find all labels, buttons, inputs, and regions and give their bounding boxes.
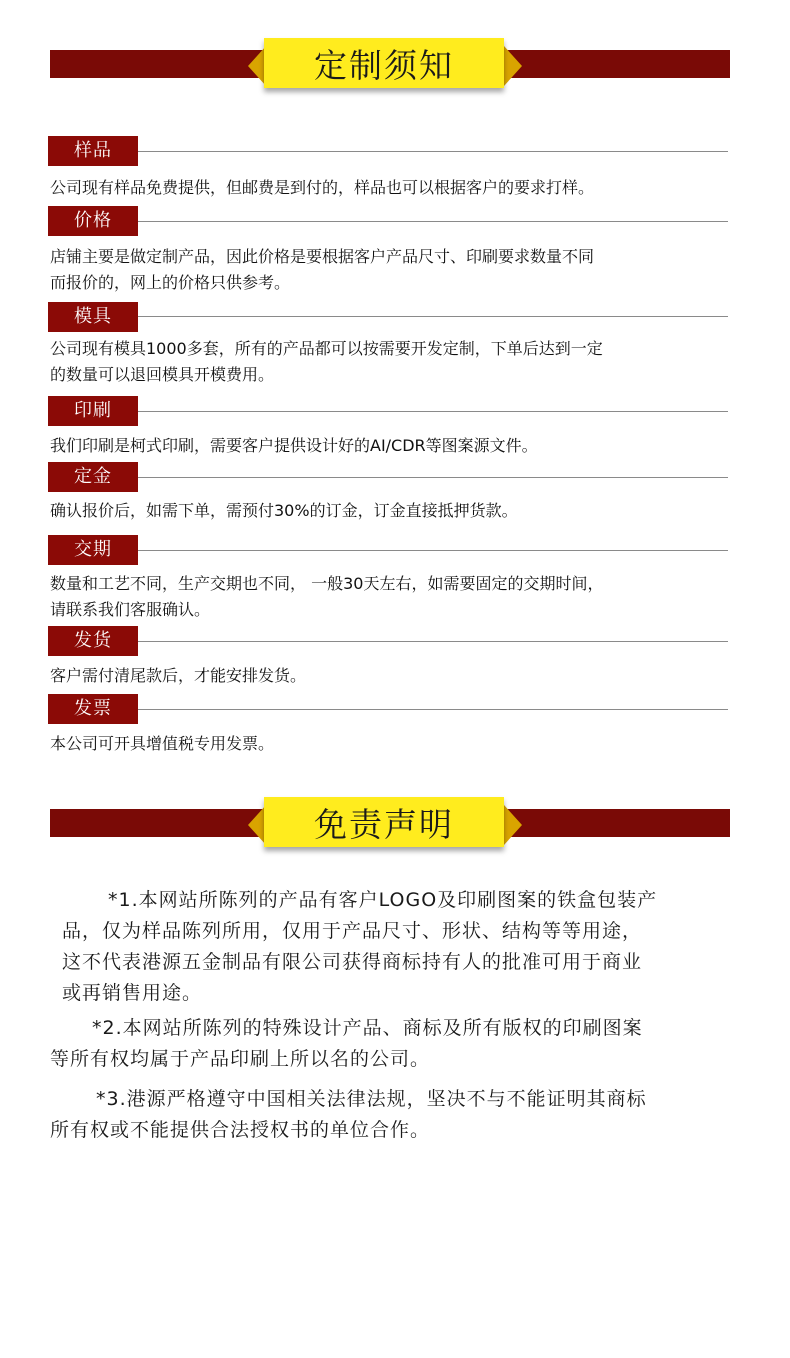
section-tag-invoice: 发票: [48, 694, 138, 724]
section-tag-deposit: 定金: [48, 462, 138, 492]
disclaimer-paragraph-1: *1.本网站所陈列的产品有客户LOGO及印刷图案的铁盒包装产 品，仅为样品陈列所用，仅用于产品尺寸、形状、结构等等用途， 这不代表港源五金制品有限公司获得商标持有人的批准可用于商业 或再销售用途。: [62, 889, 658, 1004]
section-rule: [138, 550, 728, 551]
section-rule: [138, 411, 728, 412]
section-tag-price: 价格: [48, 206, 138, 236]
disclaimer-paragraph-3: *3.港源严格遵守中国相关法律法规，坚决不与不能证明其商标 所有权或不能提供合法授权书的单位合作。: [50, 1088, 647, 1141]
disclaimer-banner: [50, 797, 730, 851]
banner-title: 定制须知: [264, 38, 504, 88]
disclaimer-paragraph-2: *2.本网站所陈列的特殊设计产品、商标及所有版权的印刷图案 等所有权均属于产品印刷上所以名的公司。: [50, 1017, 643, 1070]
section-text-shipping: 客户需付清尾款后，才能安排发货。: [50, 666, 307, 685]
section-text-invoice: 本公司可开具增值税专用发票。: [50, 734, 275, 753]
section-tag-mold: 模具: [48, 302, 138, 332]
section-rule: [138, 151, 728, 152]
section-rule: [138, 477, 728, 478]
section-text-sample: 公司现有样品免费提供，但邮费是到付的，样品也可以根据客户的要求打样。: [50, 178, 595, 197]
section-text-mold: 公司现有模具1000多套，所有的产品都可以按需要开发定制，下单后达到一定 的数量可以退回模具开模费用。: [50, 339, 603, 384]
section-rule: [138, 709, 728, 710]
section-text-printing: 我们印刷是柯式印刷，需要客户提供设计好的AI/CDR等图案源文件。: [50, 436, 538, 455]
section-tag-lead-time: 交期: [48, 535, 138, 565]
section-tag-printing: 印刷: [48, 396, 138, 426]
section-tag-shipping: 发货: [48, 626, 138, 656]
banner-title: 免责声明: [264, 797, 504, 847]
section-text-price: 店铺主要是做定制产品，因此价格是要根据客户产品尺寸、印刷要求数量不同 而报价的，网上的价格只供参考。: [50, 247, 595, 292]
section-rule: [138, 641, 728, 642]
section-text-deposit: 确认报价后，如需下单，需预付30%的订金，订金直接抵押货款。: [50, 501, 518, 520]
customization-notice-banner: [50, 38, 730, 92]
section-text-lead-time: 数量和工艺不同，生产交期也不同， 一般30天左右，如需要固定的交期时间， 请联系我们客服确认。: [50, 574, 604, 619]
section-tag-sample: 样品: [48, 136, 138, 166]
section-rule: [138, 221, 728, 222]
section-rule: [138, 316, 728, 317]
